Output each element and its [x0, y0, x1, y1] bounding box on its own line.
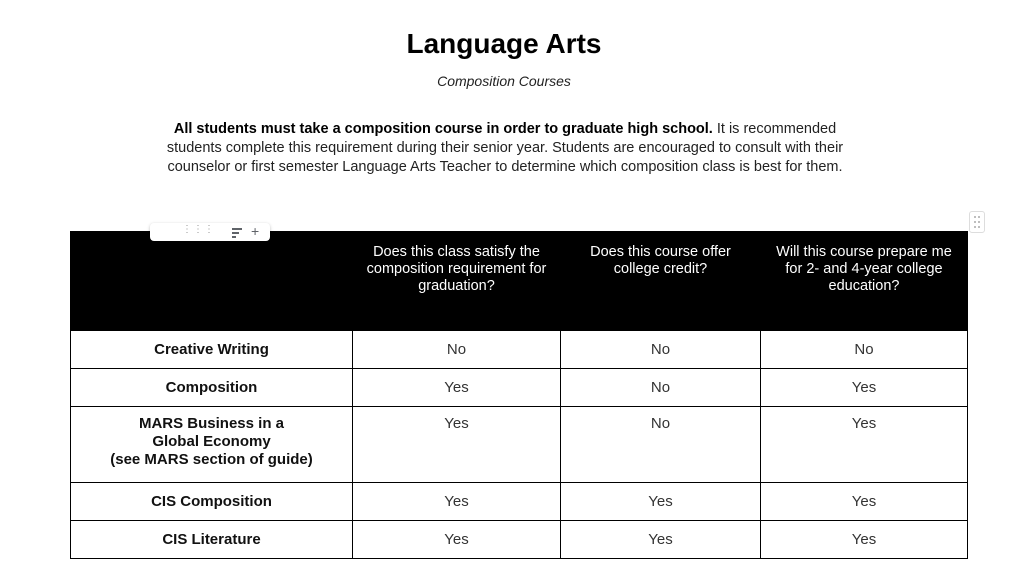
course-name-cell: Creative Writing [71, 331, 353, 369]
course-name-line: Global Economy [152, 433, 271, 450]
sort-lines-icon[interactable] [230, 223, 244, 239]
column-header: Will this course prepare me for 2- and 4-year college education? [761, 232, 968, 331]
course-name-cell: CIS Composition [71, 483, 353, 521]
course-comparison-table [70, 231, 968, 559]
table-cell: No [561, 331, 761, 369]
course-name-line: (see MARS section of guide) [110, 451, 313, 468]
drag-dots-icon[interactable]: ⋮⋮⋮ [182, 224, 215, 235]
course-name-cell: CIS Literature [71, 521, 353, 559]
table-cell: No [353, 331, 561, 369]
table-cell: Yes [761, 407, 968, 483]
table-cell: No [561, 407, 761, 483]
course-name-line: MARS Business in a [138, 415, 285, 432]
table-row [71, 369, 968, 407]
table-row [71, 521, 968, 559]
table-row [71, 407, 968, 483]
page-subtitle: Composition Courses [437, 73, 571, 89]
table-cell: Yes [353, 369, 561, 407]
column-header [71, 232, 353, 331]
course-name-cell: Composition [71, 369, 353, 407]
table-cell: Yes [761, 521, 968, 559]
page-title: Language Arts [406, 28, 602, 59]
table-cell: Yes [561, 483, 761, 521]
column-header: Does this course offer college credit? [561, 232, 761, 331]
course-name-cell [71, 407, 353, 483]
intro-body-text: It is recommended students complete this requirement during their senior year. Students are encouraged to consult with their counselor or first semester Language Arts Teacher to determine which composition class is best for them. [166, 121, 844, 175]
table-cell: Yes [561, 521, 761, 559]
table-cell: Yes [761, 483, 968, 521]
table-cell: Yes [761, 369, 968, 407]
table-cell: Yes [353, 483, 561, 521]
table-cell: Yes [353, 407, 561, 483]
table-row [71, 331, 968, 369]
intro-paragraph [150, 120, 860, 177]
intro-requirement-text: All students must take a composition course in order to graduate high school. [173, 121, 713, 137]
plus-icon[interactable]: + [251, 223, 260, 239]
column-header: Does this class satisfy the composition requirement for graduation? [353, 232, 561, 331]
table-toolbar[interactable] [150, 223, 270, 241]
table-cell: No [761, 331, 968, 369]
table-cell: Yes [353, 521, 561, 559]
table-cell: No [561, 369, 761, 407]
table-header-row [71, 232, 968, 331]
grid-dots-icon[interactable] [969, 211, 985, 233]
table-row [71, 483, 968, 521]
